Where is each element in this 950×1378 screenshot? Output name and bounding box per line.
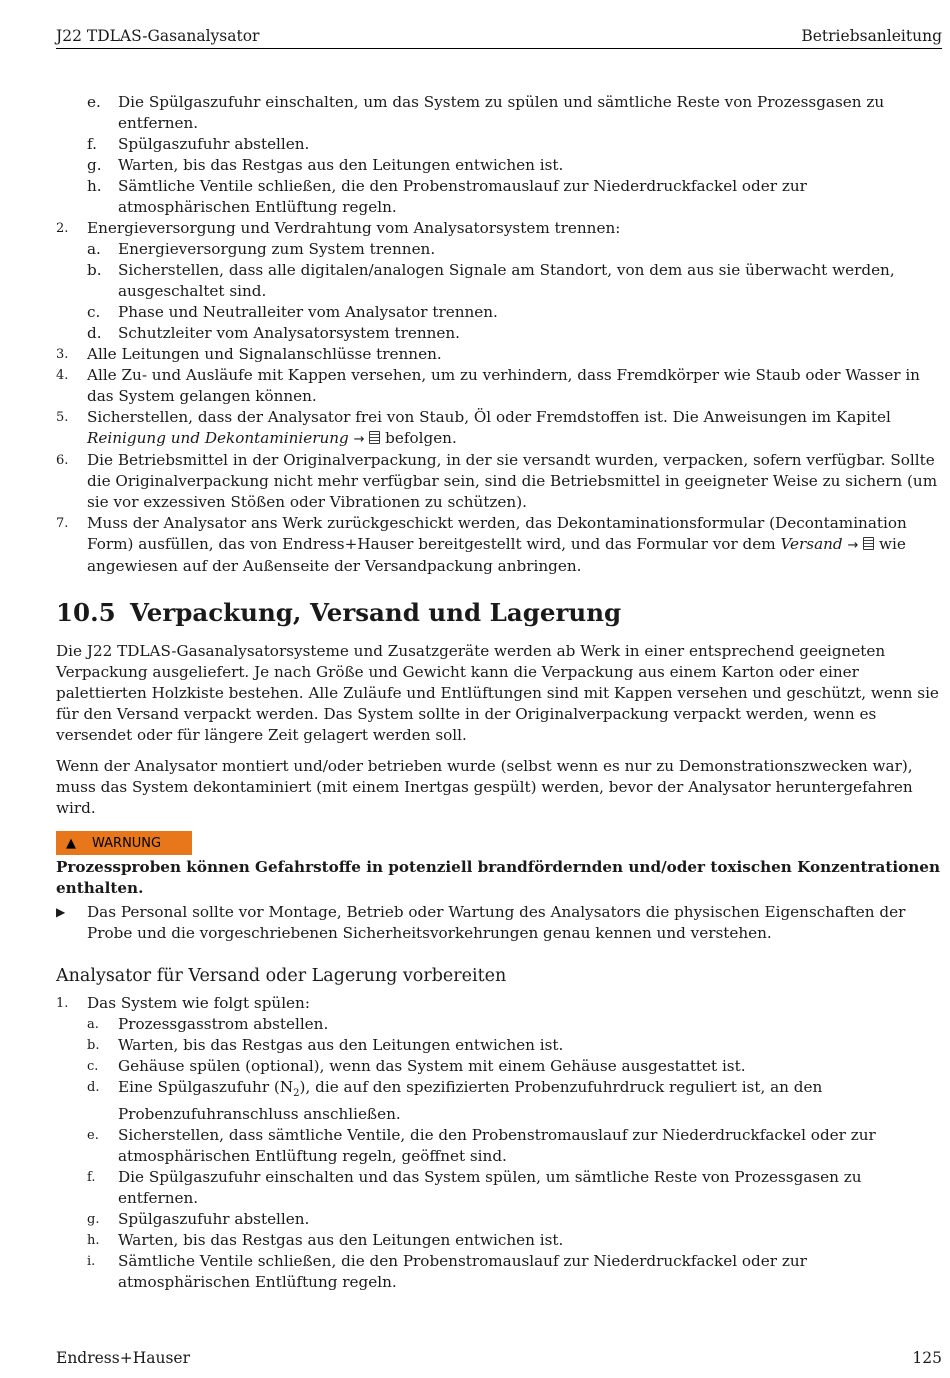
list-item: f. Spülgaszufuhr abstellen.	[87, 135, 310, 153]
warning-bullet: ▶ Das Personal sollte vor Montage, Betrieb oder Wartung des Analysators die physischen Eigenschaften der Probe und die vorgeschriebenen Sicherheitsvorkehrungen genau kennen und verstehen.	[56, 903, 906, 942]
list-item: d. Eine Spülgaszufuhr $(N_2)$, die auf den spezifizierten Probenzufuhrdruck reguliert ist, an den Probenzufuhranschluss anschließen.	[87, 1078, 823, 1124]
list-item: 7. Muss der Analysator ans Werk zurückgeschickt werden, das Dekontaminationsformular (Decontamination Form) ausfüllen, das von Endress+Hauser bereitgestellt wird, und das Formular vor dem Versand → wie angewiesen auf der Außenseite der Versandpackung anbringen.	[56, 514, 907, 575]
arrow-icon: →	[353, 432, 365, 447]
arrow-icon: →	[847, 538, 859, 553]
section-number: 10.5	[56, 598, 116, 627]
page-number: 125	[912, 1349, 942, 1367]
list-item: e. Die Spülgaszufuhr einschalten, um das System zu spülen und sämtliche Reste von Prozessgasen zu entfernen.	[87, 93, 885, 132]
section-heading	[56, 599, 942, 627]
list-item: 6. Die Betriebsmittel in der Originalverpackung, in der sie versandt wurden, verpacken, sofern verfügbar. Sollte die Originalverpackung nicht mehr verfügbar sein, sind die Betriebsmittel in geeigneter Weise zu sichern (um sie vor exzessiven Stößen oder Vibrationen zu schützen).	[56, 451, 938, 511]
top-list	[56, 92, 942, 577]
warning-triangle-icon: ▲	[66, 836, 76, 851]
document-icon[interactable]	[863, 537, 874, 550]
list-item: 2. Energieversorgung und Verdrahtung vom Analysatorsystem trennen:	[56, 219, 621, 237]
list-item: g. Spülgaszufuhr abstellen.	[87, 1210, 310, 1229]
list-item: h. Sämtliche Ventile schließen, die den Probenstromauslauf zur Niederdruckfackel oder zur atmosphärischen Entlüftung regeln.	[87, 177, 807, 216]
list-item: 3. Alle Leitungen und Signalanschlüsse trennen.	[56, 345, 442, 363]
list-item: h. Warten, bis das Restgas aus den Leitungen entwichen ist.	[87, 1231, 564, 1250]
prep-list	[56, 993, 942, 1293]
list-item: g. Warten, bis das Restgas aus den Leitungen entwichen ist.	[87, 156, 564, 174]
warning-block	[56, 829, 942, 944]
document-icon[interactable]	[369, 431, 380, 444]
brand-name: Endress+Hauser	[56, 1349, 190, 1367]
bullet-arrow-icon: ▶	[56, 905, 66, 919]
cross-reference-link[interactable]: Versand	[780, 535, 843, 553]
document-title: J22 TDLAS-Gasanalysator	[56, 27, 260, 45]
list-item: a. Prozessgasstrom abstellen.	[87, 1015, 329, 1033]
subsection-heading: Analysator für Versand oder Lagerung vorbereiten	[56, 966, 507, 986]
list-item: b. Warten, bis das Restgas aus den Leitungen entwichen ist.	[87, 1036, 564, 1054]
list-item: i. Sämtliche Ventile schließen, die den Probenstromauslauf zur Niederdruckfackel oder zur atmosphärischen Entlüftung regeln.	[87, 1252, 807, 1292]
list-item: d. Schutzleiter vom Analysatorsystem trennen.	[87, 324, 461, 342]
list-item: 5. Sicherstellen, dass der Analysator frei von Staub, Öl oder Fremdstoffen ist. Die Anweisungen im Kapitel Reinigung und Dekontaminierung → befolgen.	[56, 408, 891, 447]
list-item: c. Gehäuse spülen (optional), wenn das System mit einem Gehäuse ausgestattet ist.	[87, 1057, 746, 1075]
warning-title: Prozessproben können Gefahrstoffe in potenziell brandfördernden und/oder toxischen Konzentrationen enthalten.	[56, 858, 941, 897]
paragraph: Wenn der Analysator montiert und/oder betrieben wurde (selbst wenn es nur zu Demonstrationszwecken war), muss das System dekontaminiert (mit einem Inertgas gespült) werden, bevor der Analysator heruntergefahren wird.	[56, 757, 913, 817]
list-item: e. Sicherstellen, dass sämtliche Ventile, die den Probenstromauslauf zur Niederdruckfackel oder zur atmosphärischen Entlüftung regeln, geöffnet sind.	[87, 1126, 876, 1166]
list-item: c. Phase und Neutralleiter vom Analysator trennen.	[87, 303, 498, 321]
cross-reference-link[interactable]: Reinigung und Dekontaminierung	[87, 429, 349, 447]
list-item: b. Sicherstellen, dass alle digitalen/analogen Signale am Standort, von dem aus sie überwacht werden, ausgeschaltet sind.	[87, 261, 895, 300]
paragraph: Die J22 TDLAS-Gasanalysatorsysteme und Zusatzgeräte werden ab Werk in einer entsprechend geeigneten Verpackung ausgeliefert. Je nach Größe und Gewicht kann die Verpackung aus einem Karton oder einer palettierten Holzkiste bestehen. Alle Zuläufe und Entlüftungen sind mit Kappen versehen und geschützt, wenn sie für den Versand verpackt werden. Das System sollte in der Originalverpackung verpackt werden, wenn es versendet oder für längere Zeit gelagert werden soll.	[56, 642, 939, 744]
document-type: Betriebsanleitung	[801, 27, 942, 45]
warning-label: ▲ WARNUNG	[56, 831, 192, 855]
page-header	[56, 26, 942, 49]
list-item: f. Die Spülgaszufuhr einschalten und das System spülen, um sämtliche Reste von Prozessgasen zu entfernen.	[87, 1168, 862, 1208]
list-item: 1. Das System wie folgt spülen:	[56, 994, 310, 1012]
list-item: 4. Alle Zu- und Ausläufe mit Kappen versehen, um zu verhindern, dass Fremdkörper wie Staub oder Wasser in das System gelangen können.	[56, 366, 920, 405]
page-content	[56, 92, 942, 1293]
section-title: Verpackung, Versand und Lagerung	[130, 598, 622, 627]
list-item: a. Energieversorgung zum System trennen.	[87, 240, 436, 258]
